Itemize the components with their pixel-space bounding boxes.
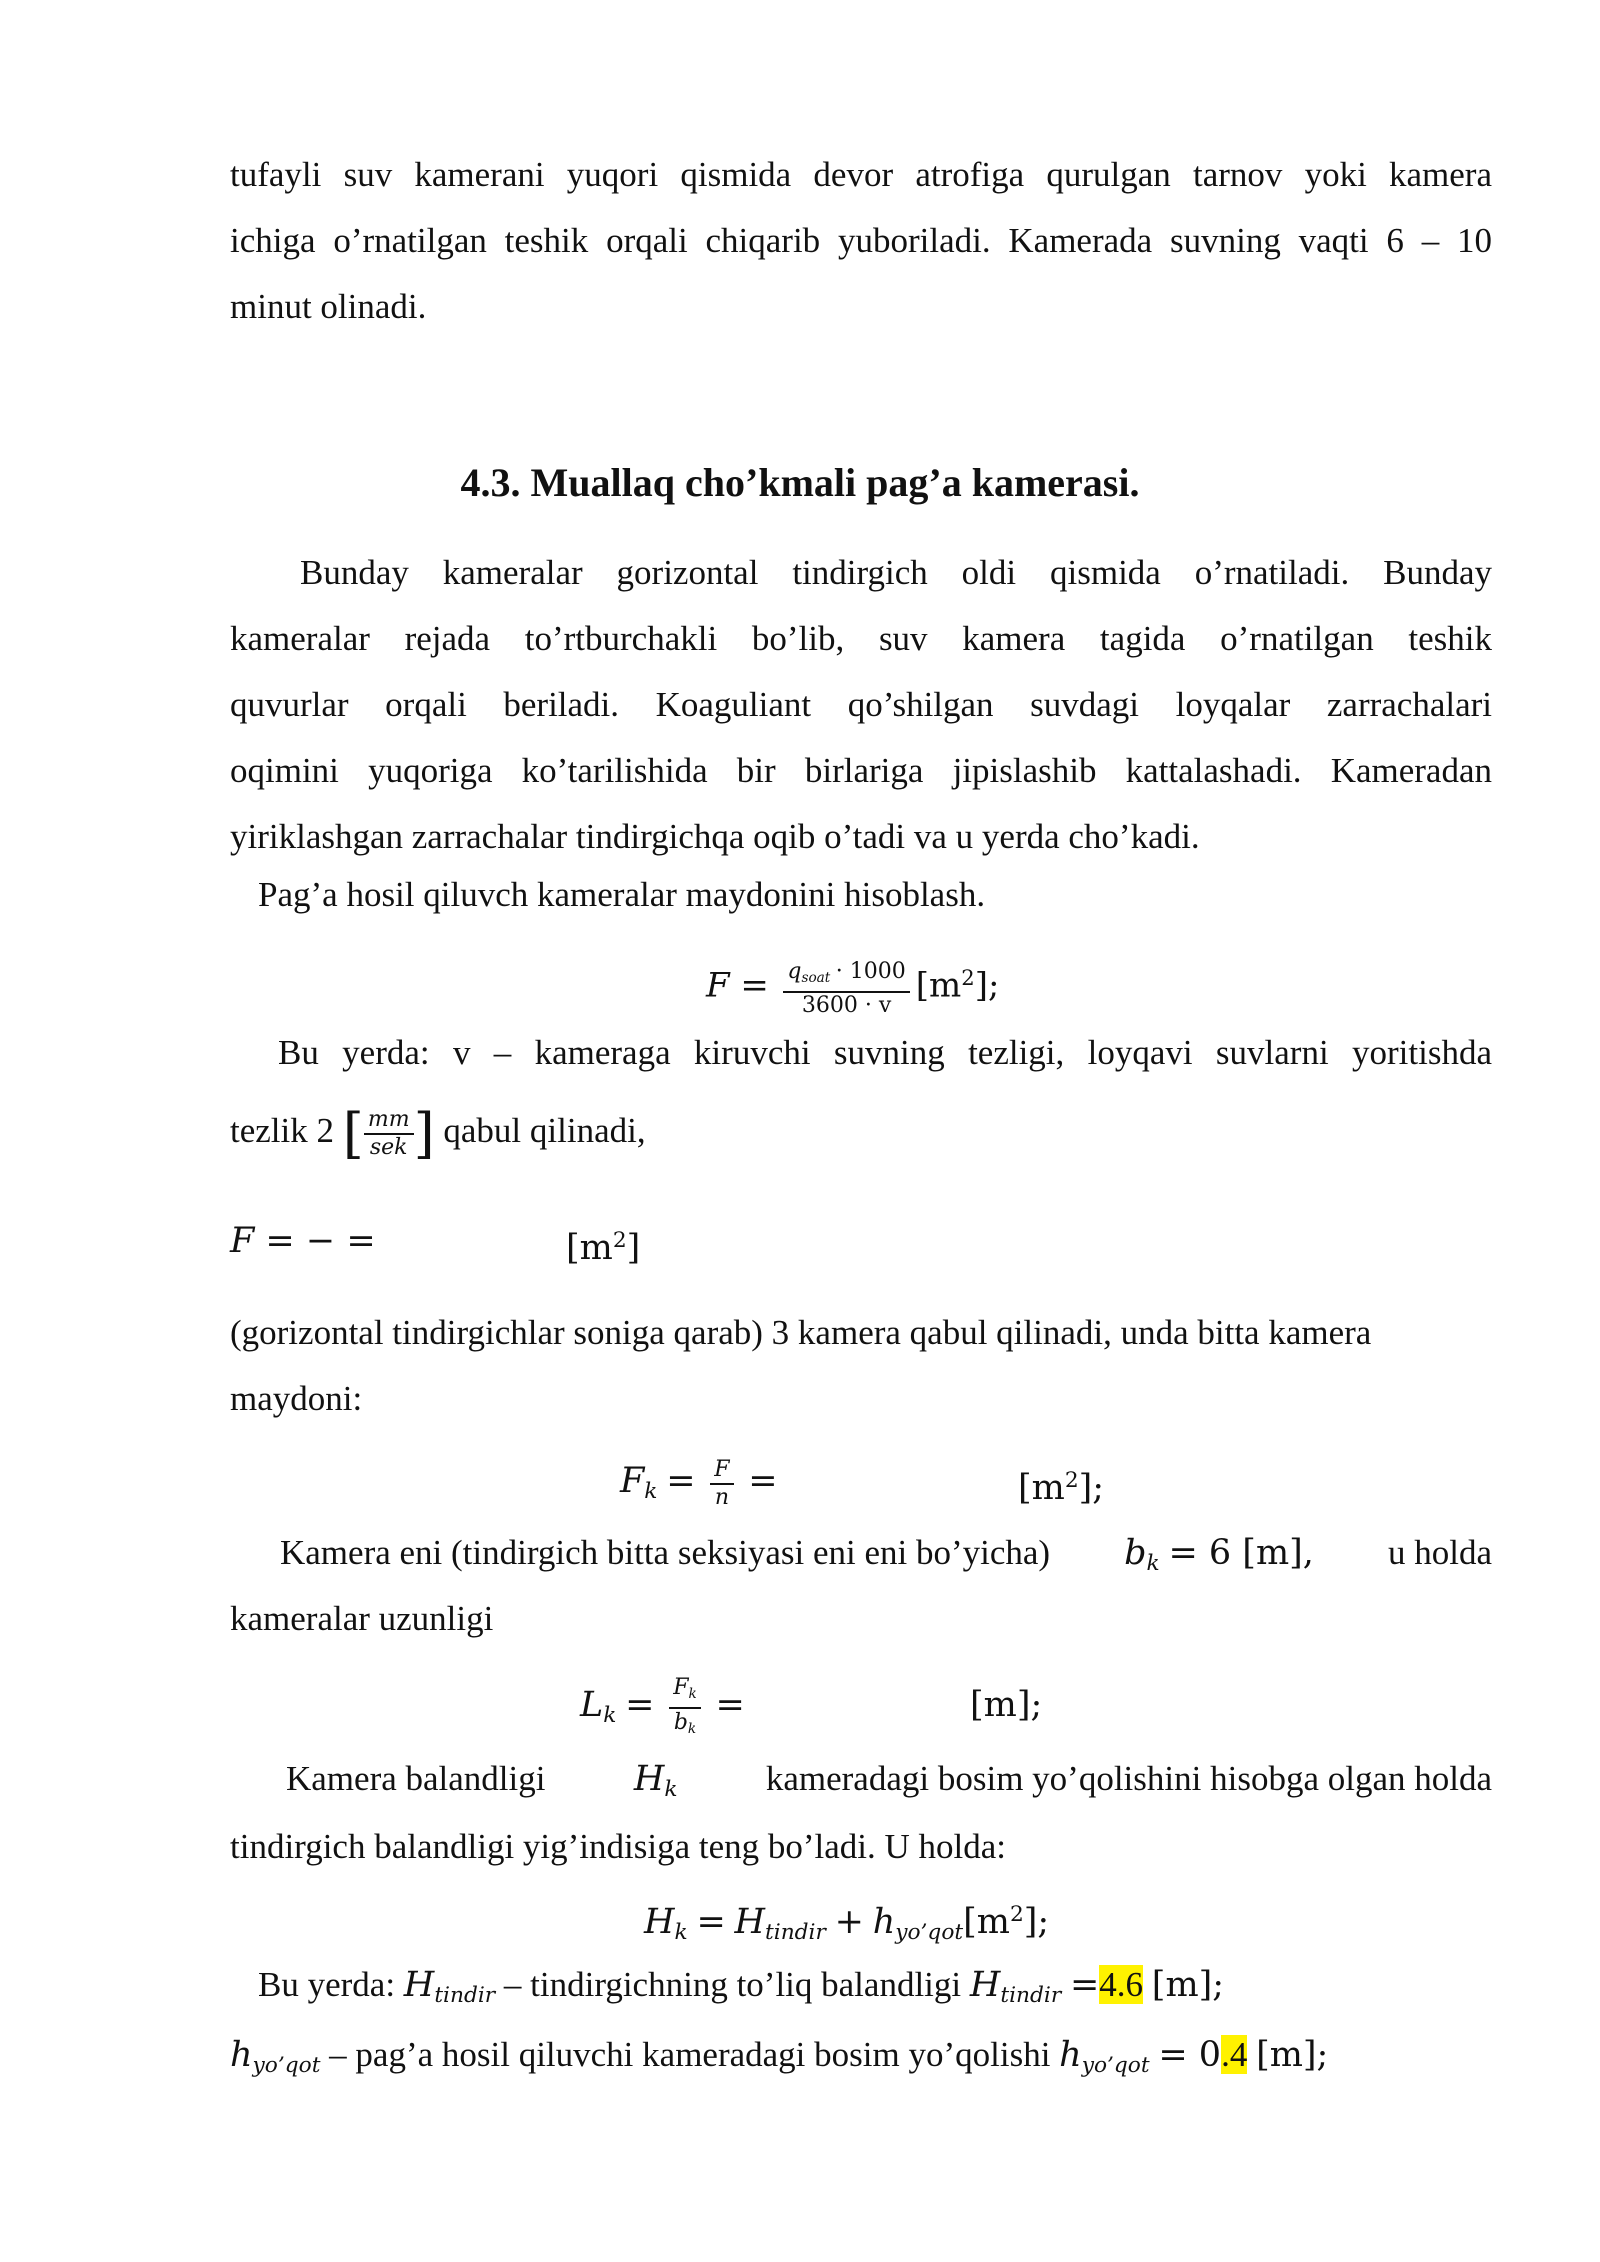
para5-line1: (gorizontal tindirgichlar soniga qarab) 3 kamera qabul qilinadi, unda bitta kamera: [230, 1313, 1372, 1352]
formula3-fraction: $\frac{F}{n}$: [710, 1457, 733, 1511]
formula4-fraction: $\frac{F_k}{b_k}$: [669, 1674, 701, 1742]
para1-line2: ichiga o’rnatilgan teshik orqali chiqarib yuboriladi. Kamerada suvning vaqti 6 – 10: [230, 221, 1492, 260]
para2-line3: quvurlar orqali beriladi. Koaguliant qo’shilgan suvdagi loyqalar zarrachalari: [230, 685, 1492, 724]
para5-line2: maydoni:: [230, 1379, 363, 1418]
formula5: $H_k = H_{tindir} + h_{yo’qot}[m^2]$;: [644, 1901, 1050, 1945]
para3: Pag’a hosil qiluvch kameralar maydonini hisoblash.: [258, 875, 986, 914]
para2-line5: yiriklashgan zarrachalar tindirgichqa oqib o’tadi va u yerda cho’kadi.: [230, 817, 1200, 856]
para7-line1: Kamera balandligi $H_k$ kameradagi bosim yo’qolishini hisobga olgan holda: [286, 1759, 1492, 1803]
para1-line3: minut olinadi.: [230, 287, 427, 326]
formula1-lhs: F =: [706, 965, 769, 1006]
right-bracket: ]: [413, 1101, 435, 1165]
left-bracket: [: [342, 1101, 364, 1165]
formula2: F = − =: [230, 1221, 376, 1261]
formula2-unit: $[m^2]$: [566, 1227, 641, 1268]
para7-line2: tindirgich balandligi yig’indisiga teng bo’ladi. U holda:: [230, 1827, 1007, 1866]
para9: $h_{yo’qot}$ – pag’a hosil qiluvchi kameradagi bosim yo’qolishi $h_{yo’qot} = 0.4$ [m];: [230, 2035, 1329, 2079]
formula3: $F_k$ = $\frac{F}{n}$ =: [620, 1456, 778, 1510]
para4-line2: tezlik 2 [ $\frac{mm}{\text{sek}}$ ] qabul qilinadi,: [230, 1101, 646, 1165]
para2-line1: Bunday kameralar gorizontal tindirgich oldi qismida o’rnatiladi. Bunday: [300, 553, 1492, 592]
para2-line4: oqimini yuqoriga ko’tarilishida bir birlariga jipislashib kattalashadi. Kameradan: [230, 751, 1492, 790]
section-heading: 4.3. Muallaq cho’kmali pag’a kamerasi.: [460, 460, 1140, 505]
highlighted-value: .4: [1221, 2035, 1248, 2074]
formula1-fraction: $\frac{q_{soat} \cdot 1000}{3600 \cdot v}$: [783, 958, 909, 1019]
para1-line1: tufayli suv kamerani yuqori qismida devor atrofiga qurulgan tarnov yoki kamera: [230, 155, 1492, 194]
formula4-unit: [m];: [970, 1685, 1043, 1725]
highlighted-value: 4.6: [1099, 1965, 1144, 2004]
para6-line1: Kamera eni (tindirgich bitta seksiyasi eni eni bo’yicha) $b_k = 6$ [m], u holda: [280, 1533, 1492, 1577]
para2-line2: kameralar rejada to’rtburchakli bo’lib, suv kamera tagida o’rnatilgan teshik: [230, 619, 1492, 658]
formula4: $L_k$ = $\frac{F_k}{b_k}$ =: [580, 1672, 745, 1749]
para8: Bu yerda: $H_{tindir}$ – tindirgichning to’liq balandligi $H_{tindir} =4.6$ [m];: [258, 1965, 1225, 2009]
para4-line1: Bu yerda: v – kameraga kiruvchi suvning tezligi, loyqavi suvlarni yoritishda: [278, 1033, 1492, 1072]
formula3-unit: $[m^2]$;: [1018, 1467, 1105, 1508]
formula-area: F = $\frac{q_{soat} \cdot 1000}{3600 \cdot v}$ $[m^2]$;: [706, 959, 1000, 1019]
unit-fraction: $\frac{mm}{\text{sek}}$: [364, 1107, 414, 1161]
para6-line2: kameralar uzunligi: [230, 1599, 494, 1638]
